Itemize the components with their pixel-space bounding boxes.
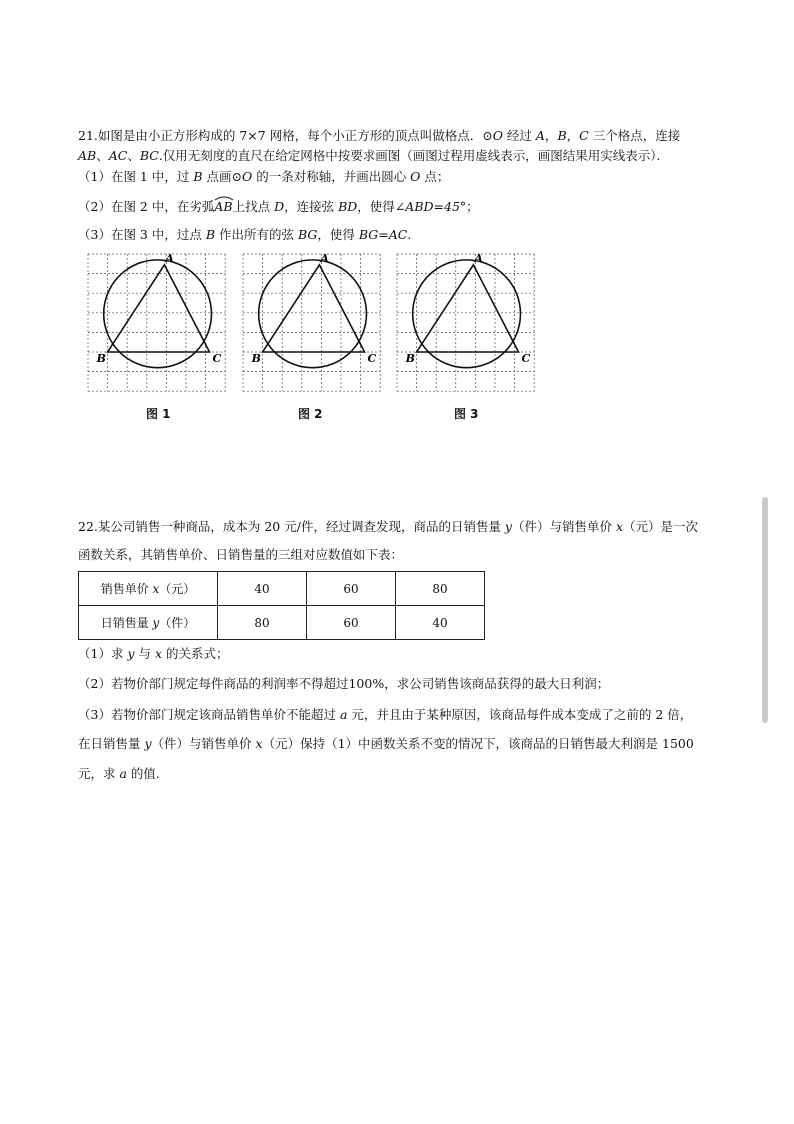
- table-cell: 80: [396, 572, 485, 606]
- q21-part-3: （3）在图 3 中，过点 B 作出所有的弦 BG，使得 BG=AC.: [78, 227, 412, 242]
- arc-mark-icon: [214, 195, 234, 201]
- table-row: [79, 606, 485, 640]
- figure-1: [84, 250, 234, 398]
- price-quantity-table: [78, 571, 485, 640]
- label-c: C: [212, 352, 222, 365]
- label-a: A: [165, 251, 174, 265]
- figure-1-caption: 图 1: [146, 407, 171, 421]
- label-c: C: [521, 352, 531, 365]
- figure-2-caption: 图 2: [298, 407, 323, 421]
- table-cell: 80: [218, 606, 307, 640]
- label-a: A: [320, 251, 329, 265]
- triangle-abc: [263, 265, 365, 352]
- q22-part-3-line-1: （3）若物价部门规定该商品销售单价不能超过 a 元，并且由于某种原因，该商品每件成本变成了之前的 2 倍，: [78, 707, 693, 722]
- figure-3: [393, 250, 543, 398]
- figure-2: [239, 250, 389, 398]
- q22-part-3-line-3: 元，求 a 的值.: [78, 766, 160, 781]
- figure-3-caption: 图 3: [454, 407, 479, 421]
- q21-part-1: （1）在图 1 中，过 B 点画⊙O 的一条对称轴，并画出圆心 O 点；: [78, 169, 450, 184]
- table-cell: 60: [307, 572, 396, 606]
- q22-line-1: 22.某公司销售一种商品，成本为 20 元/件，经过调查发现，商品的日销售量 y（件）与销售单价 x（元）是一次: [78, 519, 699, 534]
- row-header-quantity: 日销售量 y（件）: [79, 606, 218, 640]
- q22-part-3-line-2: 在日销售量 y（件）与销售单价 x（元）保持（1）中函数关系不变的情况下，该商品的日销售最大利润是 1500: [78, 736, 694, 751]
- table-cell: 60: [307, 606, 396, 640]
- triangle-abc: [417, 265, 519, 352]
- table-cell: 40: [218, 572, 307, 606]
- label-b: B: [251, 352, 261, 365]
- label-b: B: [96, 352, 106, 365]
- label-c: C: [367, 352, 377, 365]
- q22-line-2: 函数关系，其销售单价、日销售量的三组对应数值如下表：: [78, 547, 404, 562]
- q21-line-2: AB、AC、BC.仅用无刻度的直尺在给定网格中按要求画图（画图过程用虚线表示，画图结果用实线表示）．: [78, 148, 670, 163]
- triangle-abc: [108, 265, 210, 352]
- table-cell: 40: [396, 606, 485, 640]
- q22-part-2: （2）若物价部门规定每件商品的利润率不得超过100%，求公司销售该商品获得的最大日利润；: [78, 676, 610, 691]
- label-a: A: [474, 251, 483, 265]
- q22-part-1: （1）求 y 与 x 的关系式；: [78, 646, 229, 661]
- vertical-scrollbar[interactable]: [762, 497, 768, 723]
- arc-ab: AB: [214, 199, 232, 215]
- label-b: B: [405, 352, 415, 365]
- table-row: [79, 572, 485, 606]
- q21-part-2: （2）在图 2 中，在劣弧AB 上找点 D，连接弦 BD，使得∠ABD=45°；: [78, 199, 479, 215]
- q21-line-1: 21.如图是由小正方形构成的 7×7 网格，每个小正方形的顶点叫做格点．⊙O 经过 A，B，C 三个格点，连接: [78, 128, 681, 143]
- row-header-price: 销售单价 x（元）: [79, 572, 218, 606]
